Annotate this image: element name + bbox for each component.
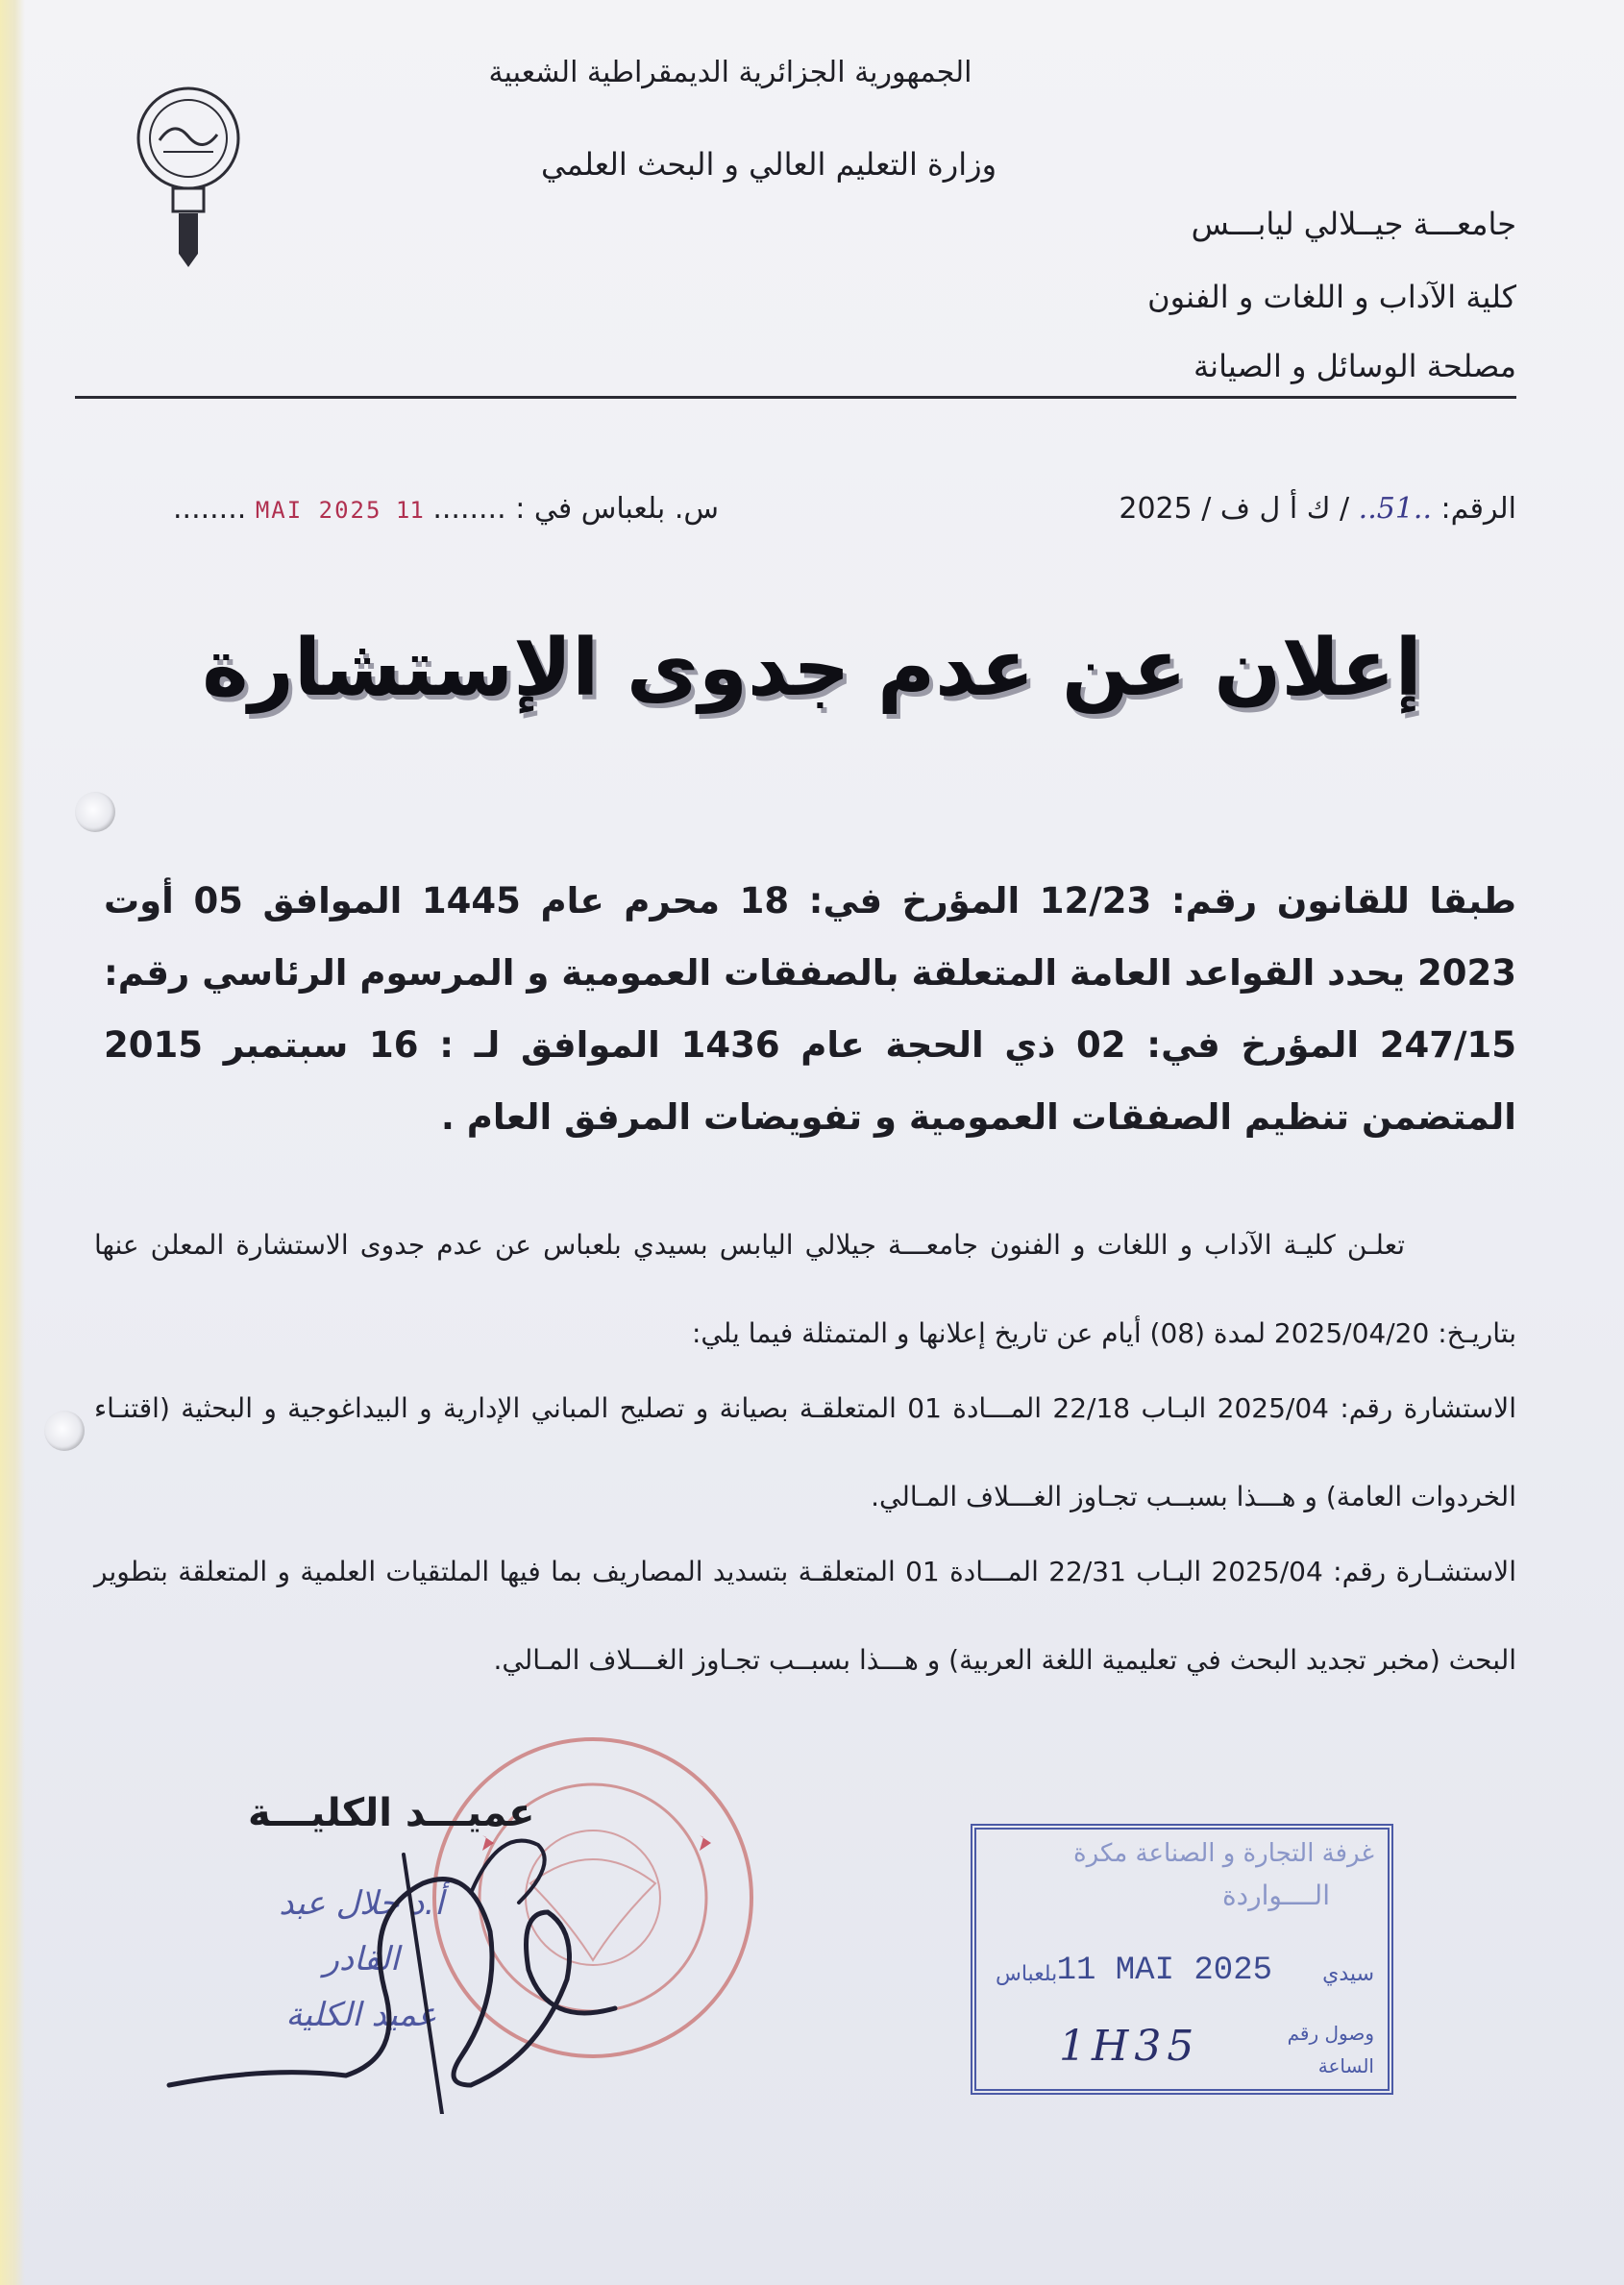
consultation-item-2: الاستشـارة رقم: 2025/04 البـاب 22/31 المـــادة 01 المتعلقـة بتسديد المصاريف بما فيها الملتقيات العلمية و المتعلقة بتطوير البحث (مخبر تجديد البحث في تعليمية اللغة العربية) و هـــذا بسبــب تجـاوز الغـــلاف المـالي. xyxy=(94,1556,1517,1676)
legal-basis-paragraph: طبقا للقانون رقم: 12/23 المؤرخ في: 18 محرم عام 1445 الموافق 05 أوت 2023 يحدد القواعد العامة المتعلقة بالصفقات العمومية و المرسوم الرئاسي رقم: 247/15 المؤرخ في: 02 ذي الحجة عام 1436 الموافق لـ : 16 سبتمبر 2015 المتضمن تنظيم الصفقات العمومية و تفويضات المرفق العام . xyxy=(104,880,1516,1138)
dean-name-line-1: أ.د جلال عبد القادر xyxy=(279,1884,444,1978)
dean-signature-icon xyxy=(154,1768,788,2114)
punch-hole xyxy=(44,1411,85,1451)
stamp-received-number-label: وصول رقم xyxy=(1287,2022,1374,2045)
faculty-name: كلية الآداب و اللغات و الفنون xyxy=(1147,279,1516,315)
reference-label: الرقم: xyxy=(1440,492,1516,526)
place-date-stamp: 11 MAI 2025 xyxy=(255,497,424,524)
stamp-hour-label: الساعة xyxy=(1317,2054,1374,2077)
service-name: مصلحة الوسائل و الصيانة xyxy=(1193,348,1516,384)
stamp-city-label: بلعباس xyxy=(996,1962,1058,1986)
header-divider xyxy=(75,396,1516,399)
university-emblem-icon xyxy=(131,81,246,273)
university-name: جامعـــة جيــلالي ليابـــس xyxy=(1191,206,1516,242)
reference-line xyxy=(1119,492,1516,526)
reference-number: ..51.. xyxy=(1358,492,1432,526)
stamp-incoming-label: الــــواردة xyxy=(1221,1880,1330,1911)
dean-name-line-2: عميد الكلية xyxy=(285,1996,437,2034)
place-dots-2: ........ xyxy=(173,492,247,526)
place-dots: ........ xyxy=(432,492,506,526)
paper-edge xyxy=(0,0,25,2285)
dean-title: عميـــد الكليـــة xyxy=(248,1791,535,1835)
announcement-title: إعلان عن عدم جدوى الإستشارة xyxy=(202,623,1422,714)
punch-hole xyxy=(75,792,115,832)
announcement-paragraph: تعلـن كليـة الآداب و اللغات و الفنون جامعـــة جيلالي اليابس بسيدي بلعباس عن عدم جدوى الاستشارة المعلن عنها بتاريـخ: 2025/04/20 لمدة (08) أيام عن تاريخ إعلانها و المتمثلة فيما يلي: xyxy=(94,1229,1516,1349)
stamp-sidi-label: سيدي xyxy=(1322,1962,1374,1986)
stamp-handwritten-time: 1H35 xyxy=(1059,2022,1200,2071)
consultation-item-1: الاستشارة رقم: 2025/04 البـاب 22/18 المـــادة 01 المتعلقـة بصيانة و تصليح المباني الإدارية و البيداغوجية و البحثية (اقتنـاء الخردوات العامة) و هـــذا بسبــب تجـاوز الغـــلاف المـالي. xyxy=(94,1392,1517,1512)
stamp-date: 11 MAI 2025 xyxy=(1056,1953,1272,1989)
ministry-name: وزارة التعليم العالي و البحث العلمي xyxy=(540,146,997,183)
place-date-line xyxy=(173,492,719,526)
reference-suffix: / ك أ ل ف / 2025 xyxy=(1119,492,1350,526)
stamp-chamber-name: غرفة التجارة و الصناعة مكرة xyxy=(1073,1839,1374,1868)
country-name: الجمهورية الجزائرية الديمقراطية الشعبية xyxy=(488,56,972,89)
receipt-stamp xyxy=(971,1824,1393,2095)
place-label: س. بلعباس في : xyxy=(515,492,719,526)
